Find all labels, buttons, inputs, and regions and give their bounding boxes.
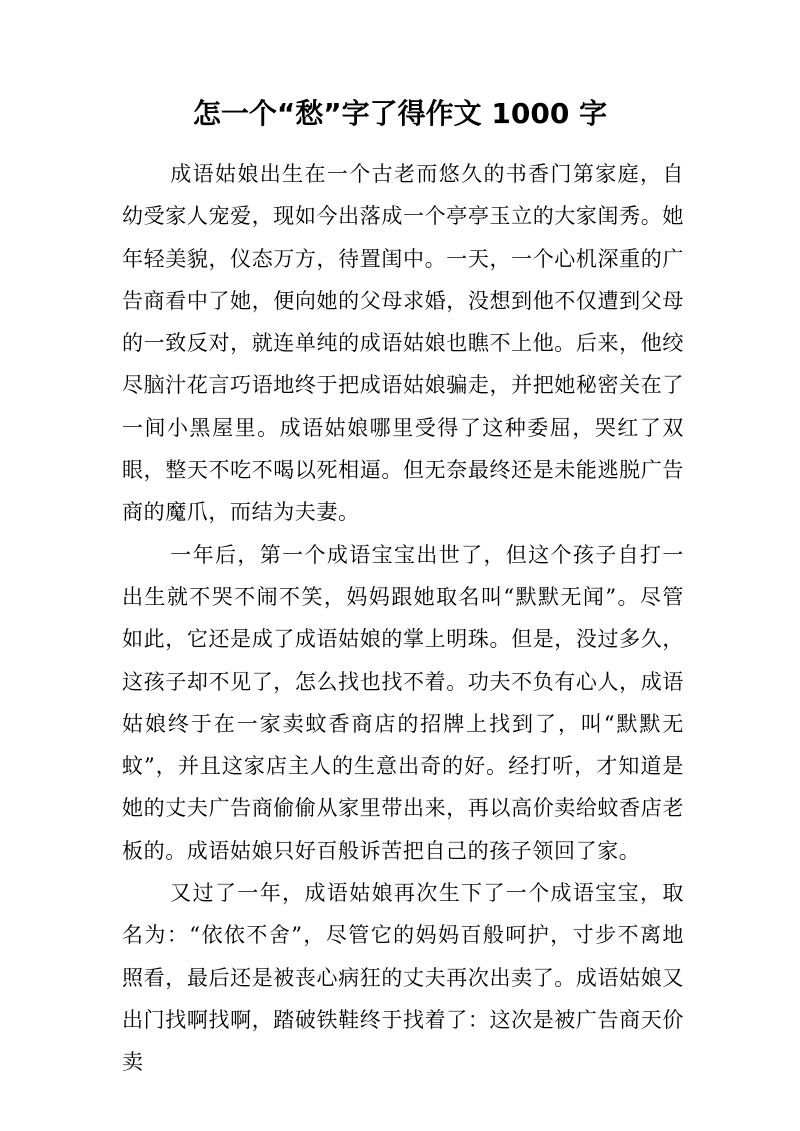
document-title: 怎一个“愁”字了得作文 1000 字 [192, 97, 608, 130]
document-body [122, 153, 684, 1084]
paragraph-3: 又过了一年，成语姑娘再次生下了一个成语宝宝，取名为：“依依不舍”，尽管它的妈妈百般呵护，寸步不离地照看，最后还是被丧心病狂的丈夫再次出卖了。成语姑娘又出门找啊找啊，踏破铁鞋终于找着了：这次是被广告商天价卖 [122, 881, 684, 1075]
paragraph-1: 成语姑娘出生在一个古老而悠久的书香门第家庭，自幼受家人宠爱，现如今出落成一个亭亭玉立的大家闺秀。她年轻美貌，仪态万方，待置闺中。一天，一个心机深重的广告商看中了她，便向她的父母求婚，没想到他不仅遭到父母的一致反对，就连单纯的成语姑娘也瞧不上他。后来，他绞尽脑汁花言巧语地终于把成语姑娘骗走，并把她秘密关在了一间小黑屋里。成语姑娘哪里受得了这种委屈，哭红了双眼，整天不吃不喝以死相逼。但无奈最终还是未能逃脱广告商的魔爪，而结为夫妻。 [122, 162, 684, 525]
paragraph-2: 一年后，第一个成语宝宝出世了，但这个孩子自打一出生就不哭不闹不笑，妈妈跟她取名叫“默默无闻”。尽管如此，它还是成了成语姑娘的掌上明珠。但是，没过多久，这孩子却不见了，怎么找也找不着。功夫不负有心人，成语姑娘终于在一家卖蚊香商店的招牌上找到了，叫“默默无蚊”，并且这家店主人的生意出奇的好。经打听，才知道是她的丈夫广告商偷偷从家里带出来，再以高价卖给蚊香店老板的。成语姑娘只好百般诉苦把自己的孩子领回了家。 [122, 542, 684, 863]
